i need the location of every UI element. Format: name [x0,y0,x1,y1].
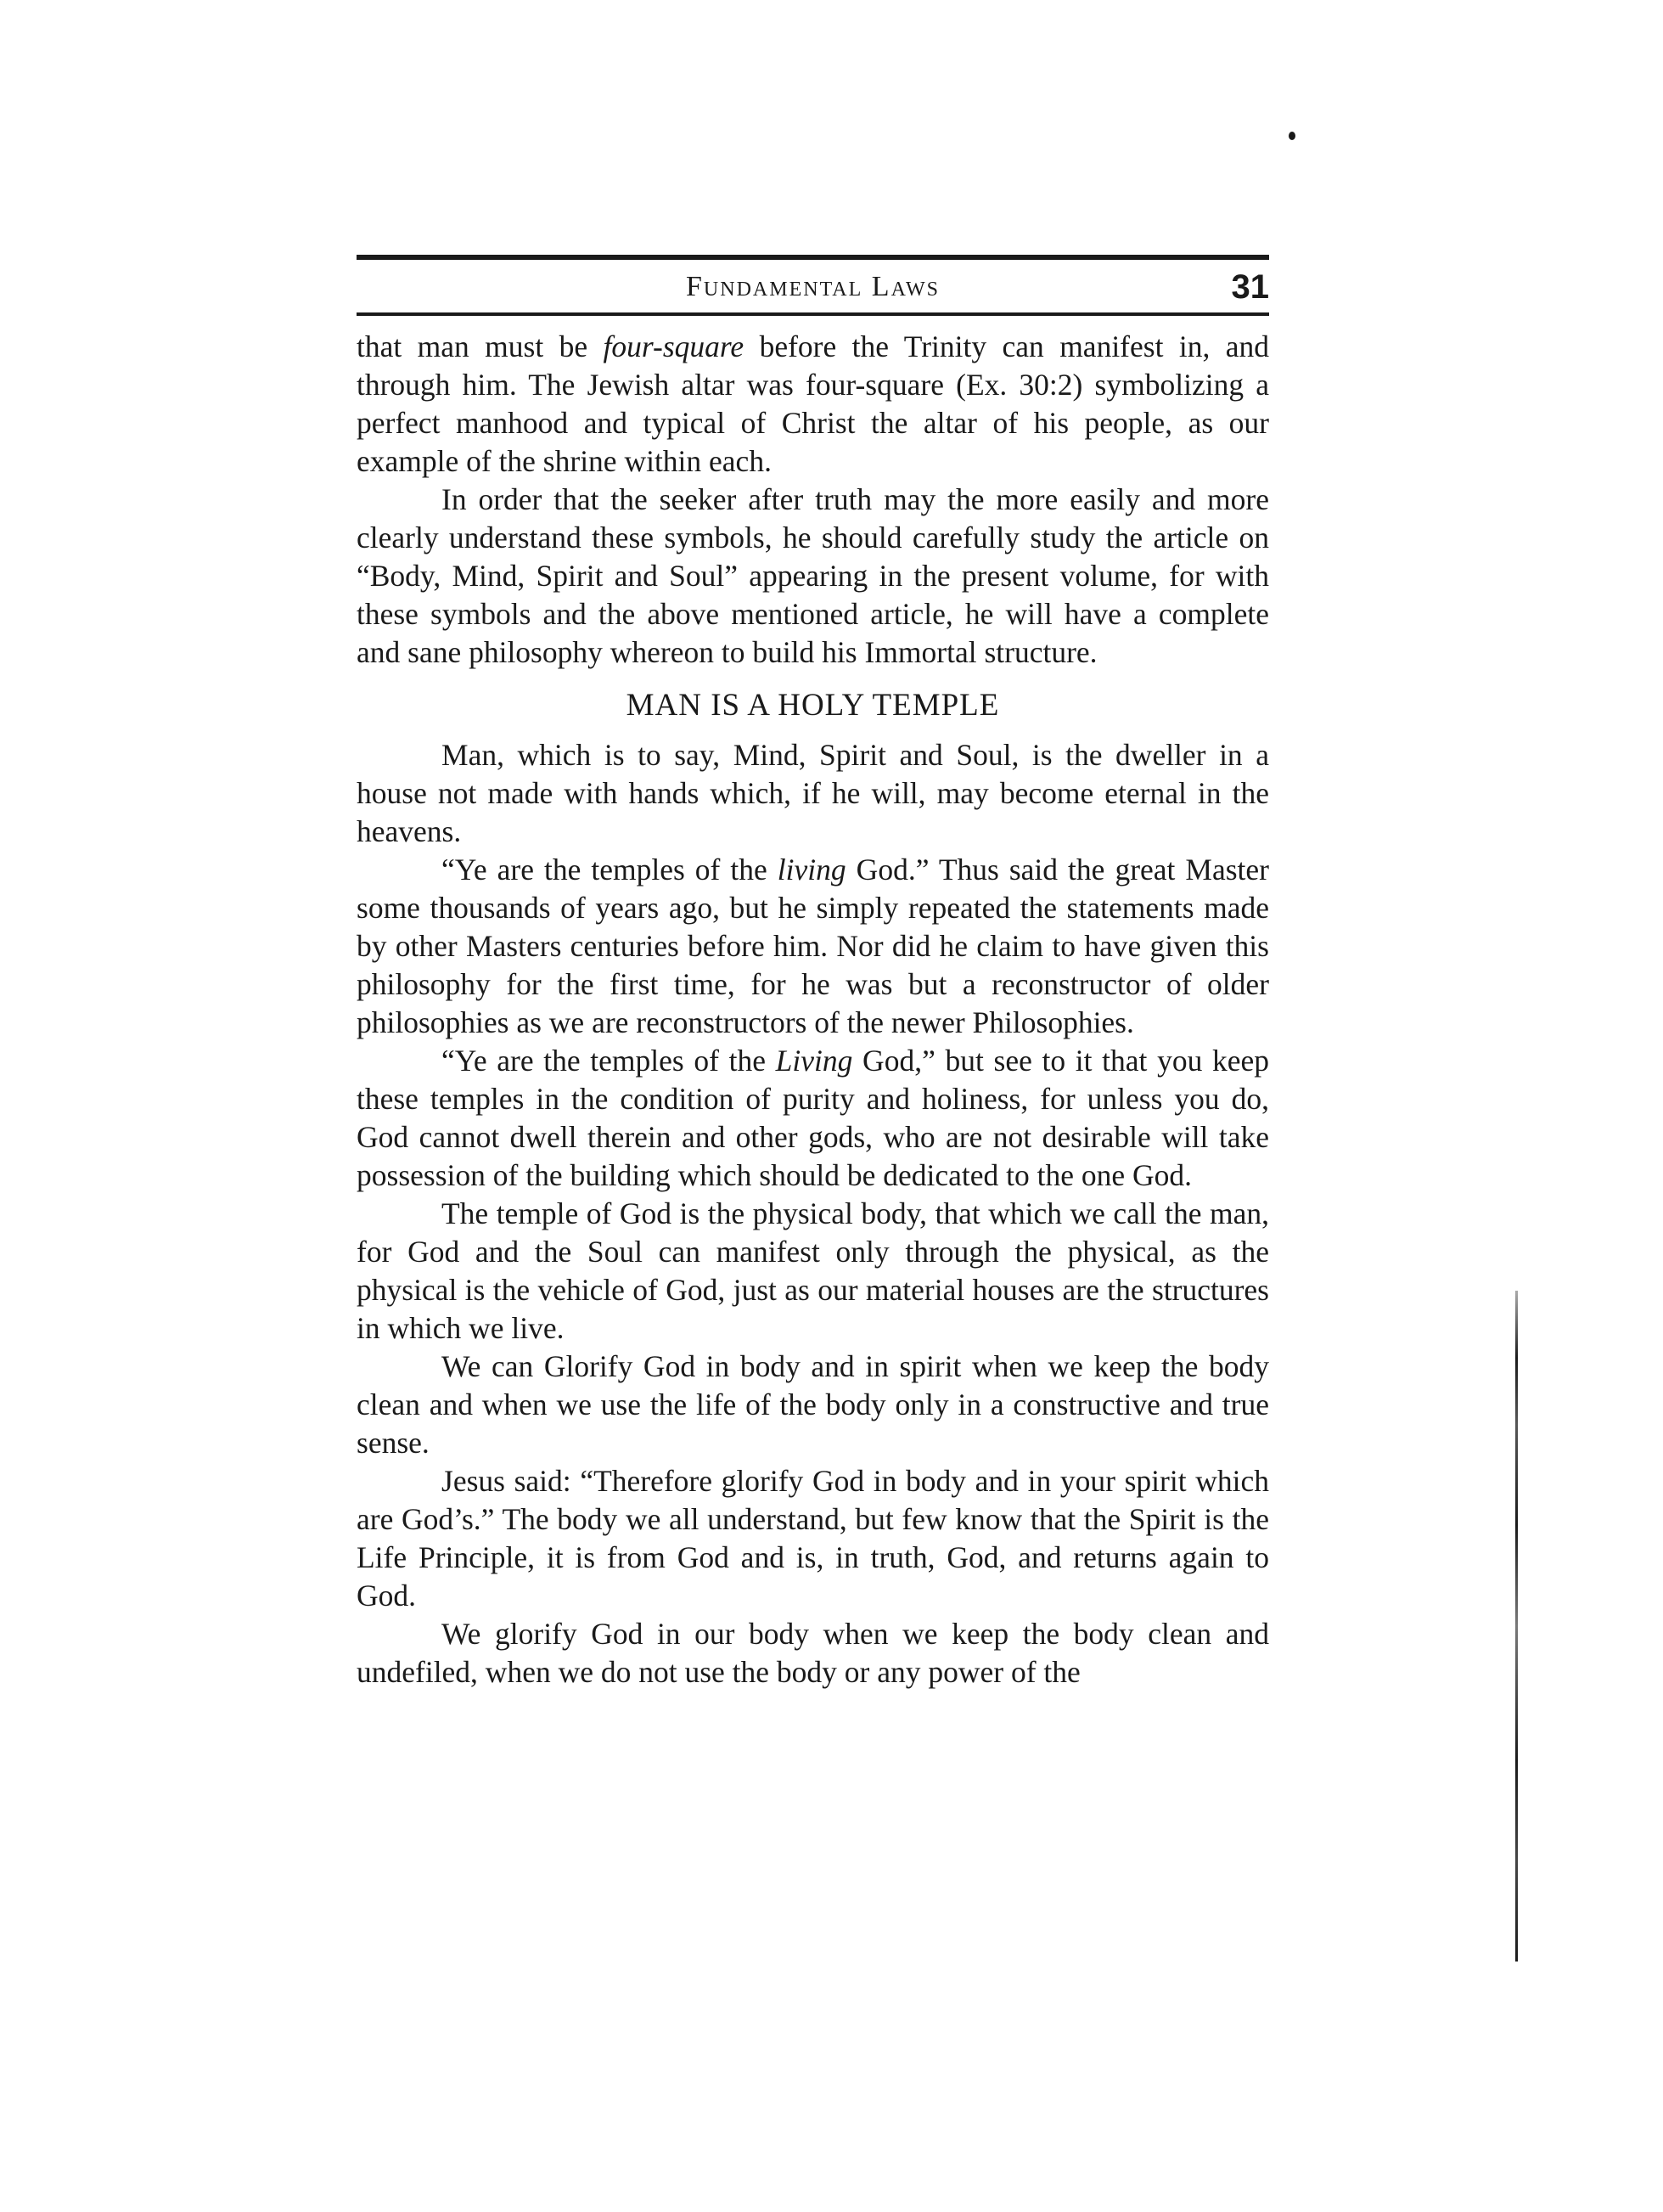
text-fragment: “Ye are the temples of the [441,1044,776,1078]
emphasis-living-capital: Living [775,1044,853,1078]
emphasis-four-square: four-square [603,329,744,363]
running-head [357,267,1269,307]
paragraph-undefiled: We glorify God in our body when we keep the body clean and undefiled, when we do not use the body or any power of the [357,1617,1269,1689]
emphasis-living: living [777,853,846,886]
text-fragment: God.” Thus said the great Master some thousands of years ago, but he simply repeated the statements made by other Masters centuries before him. Nor did he claim to have given this philosophy for the first time, for he was but a reconstructor of older philosophies as we are reconstructors of the newer Philosophies. [357,853,1269,1039]
header-rule-bottom [357,312,1269,316]
paragraph-glorify: We can Glorify God in body and in spirit when we keep the body clean and when we use the life of the body only in a constructive and true sense. [357,1349,1269,1460]
paragraph-continuation: that man must be four-square before the Trinity can manifest in, and through him. The Jewish altar was four-square (Ex. 30:2) symbolizing a perfect manhood and typical of Christ the altar of his people, as our example of the shrine within each. [357,329,1269,478]
paragraph-physical-body: The temple of God is the physical body, that which we call the man, for God and the Soul can manifest only through the physical, as the physical is the vehicle of God, just as our material houses are the structures in which we live. [357,1196,1269,1345]
paragraph-seeker: In order that the seeker after truth may the more easily and more clearly understand these symbols, he should carefully study the article on “Body, Mind, Spirit and Soul” appearing in the present volume, for with these symbols and the above mentioned article, he will have a complete and sane philosophy whereon to build his Immortal structure. [357,482,1269,669]
paragraph-temples-living [357,851,1269,1042]
text-fragment: “Ye are the temples of the [441,853,778,886]
page-number: 31 [1231,268,1269,306]
paragraph-man-dweller: Man, which is to say, Mind, Spirit and Soul, is the dweller in a house not made with hands which, if he will, may become eternal in the heavens. [357,738,1269,848]
running-title: Fundamental Laws [686,271,940,302]
paragraph-jesus-said: Jesus said: “Therefore glorify God in body and in your spirit which are God’s.” The body we all understand, but few know that the Spirit is the Life Principle, it is from God and is, in truth, God, and returns again to God. [357,1464,1269,1613]
text-fragment: God,” but see to it that you keep these temples in the condition of purity and holiness, for unless you do, God cannot dwell therein and other gods, who are not desirable will take possession of the building which should be dedicated to the one God. [357,1044,1269,1192]
book-page [357,255,1269,1691]
header-rule-top [357,255,1269,260]
binding-edge-mark [1515,1291,1518,1962]
section-heading: MAN IS A HOLY TEMPLE [626,688,1000,723]
paragraph-temples-purity [357,1042,1269,1195]
ink-speck [1289,132,1295,140]
